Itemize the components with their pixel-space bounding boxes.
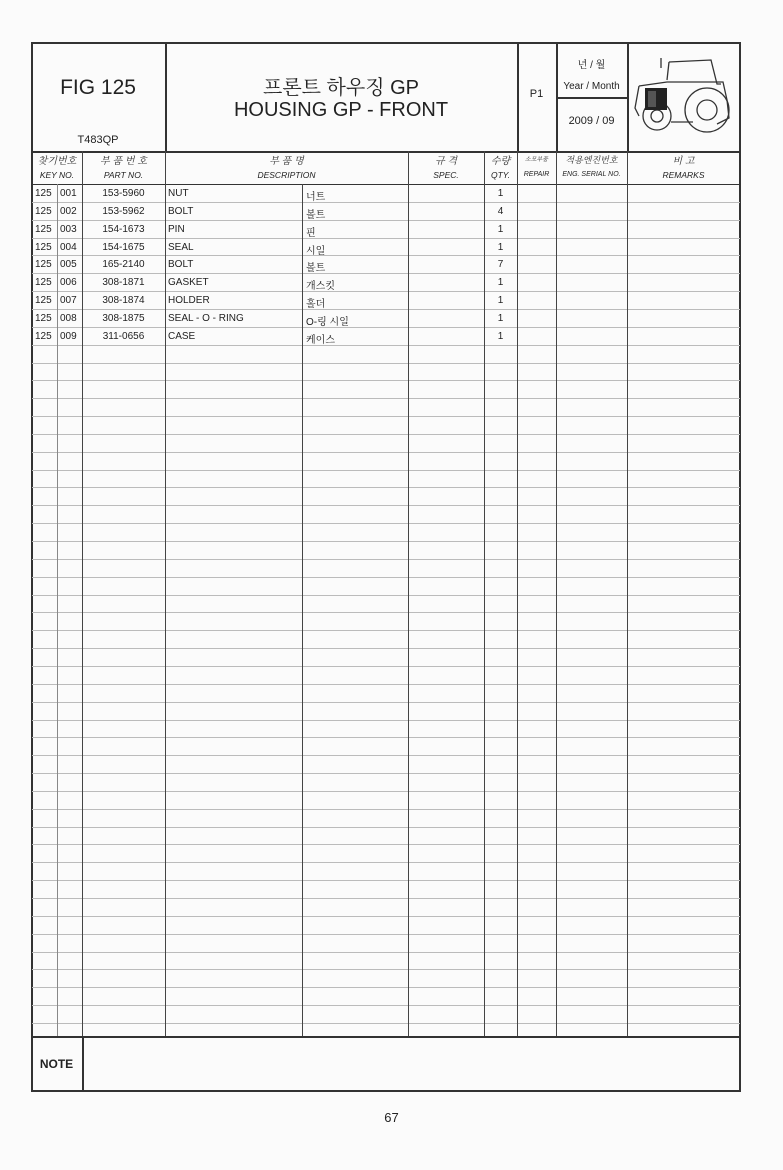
row-ruling (32, 1005, 740, 1006)
row-ruling (32, 559, 740, 560)
row-ruling (32, 880, 740, 881)
fig-number: 125 (35, 188, 52, 199)
quantity: 1 (497, 223, 504, 235)
tractor-icon (631, 52, 737, 142)
table-row (32, 255, 740, 273)
title-english: HOUSING GP - FRONT (233, 99, 449, 121)
row-ruling (32, 577, 740, 578)
part-number: 154-1675 (102, 241, 145, 253)
part-number: 153-5960 (102, 188, 145, 199)
date-label-korean: 년 / 월 (577, 60, 606, 71)
description-korean: O-링 시일 (306, 316, 349, 328)
date-divider (556, 97, 627, 99)
col-desc-ko: 부 품 명 (269, 156, 304, 167)
row-ruling (32, 809, 740, 810)
key-number: 009 (60, 330, 77, 342)
row-ruling (32, 898, 740, 899)
row-ruling (32, 737, 740, 738)
key-number: 004 (60, 241, 77, 253)
row-ruling (32, 541, 740, 542)
col-part-en: PART NO. (103, 170, 144, 180)
row-ruling (32, 630, 740, 631)
col-qty-ko: 수량 (490, 156, 511, 167)
part-number: 153-5962 (102, 205, 145, 217)
row-ruling (32, 666, 740, 667)
col-repair-en: REPAIR (523, 171, 550, 178)
description-english: BOLT (168, 259, 194, 271)
row-ruling (32, 380, 740, 381)
key-number: 006 (60, 277, 77, 289)
description-korean: 너트 (306, 192, 326, 203)
model-code: T483QP (77, 134, 119, 146)
row-ruling (32, 969, 740, 970)
col-serial-ko: 적용엔진번호 (565, 155, 618, 165)
fig-number: 125 (35, 277, 52, 289)
fig-number: 125 (35, 330, 52, 342)
col-part-ko: 부 품 번 호 (100, 156, 147, 167)
key-number: 003 (60, 223, 77, 235)
description-english: GASKET (168, 277, 209, 289)
description-korean: 핀 (306, 227, 316, 239)
row-ruling (32, 987, 740, 988)
description-korean: 개스킷 (306, 281, 335, 293)
row-ruling (32, 648, 740, 649)
description-english: SEAL - O - RING (168, 312, 244, 324)
description-english: BOLT (168, 205, 194, 217)
row-ruling (32, 844, 740, 845)
row-ruling (32, 720, 740, 721)
row-ruling (32, 416, 740, 417)
description-korean: 케이스 (306, 334, 335, 346)
page-code: P1 (529, 88, 544, 100)
table-row (32, 327, 740, 345)
fig-number: 125 (35, 223, 52, 235)
row-ruling (32, 612, 740, 613)
title-korean: 프론트 하우징 GP (263, 77, 419, 99)
quantity: 1 (497, 188, 504, 199)
row-ruling (32, 398, 740, 399)
table-row (32, 291, 740, 309)
row-ruling (32, 916, 740, 917)
col-key-en: KEY NO. (39, 170, 75, 180)
key-number: 001 (60, 188, 77, 199)
table-row (32, 202, 740, 220)
fig-number: 125 (35, 241, 52, 253)
row-ruling (32, 523, 740, 524)
part-number: 308-1875 (102, 312, 145, 324)
row-ruling (32, 363, 740, 364)
fig-number: 125 (35, 295, 52, 307)
description-english: SEAL (168, 241, 194, 253)
quantity: 1 (497, 330, 504, 342)
fig-label: FIG 125 (60, 76, 136, 99)
table-row (32, 309, 740, 327)
description-korean: 시일 (306, 245, 326, 257)
col-repair-ko: 소모부품 (524, 157, 549, 163)
row-ruling (32, 505, 740, 506)
header-divider-v (627, 42, 629, 151)
col-spec-en: SPEC. (433, 170, 459, 180)
note-divider-v (82, 1036, 84, 1092)
quantity: 7 (497, 259, 504, 271)
quantity: 1 (497, 277, 504, 289)
row-ruling (32, 934, 740, 935)
row-ruling (32, 595, 740, 596)
row-ruling (32, 952, 740, 953)
col-key-ko: 찾기번호 (37, 156, 77, 167)
quantity: 1 (497, 295, 504, 307)
description-english: CASE (168, 330, 196, 342)
row-ruling (32, 1023, 740, 1024)
page-number: 67 (384, 1110, 399, 1125)
key-number: 002 (60, 205, 77, 217)
row-ruling (32, 434, 740, 435)
description-english: NUT (168, 188, 189, 199)
row-ruling (32, 791, 740, 792)
col-serial-en: ENG. SERIAL NO. (562, 171, 621, 178)
key-number: 007 (60, 295, 77, 307)
note-label: NOTE (39, 1057, 74, 1071)
col-remarks-en: REMARKS (662, 170, 705, 180)
row-ruling (32, 827, 740, 828)
date-label-english: Year / Month (563, 81, 620, 92)
key-number: 005 (60, 259, 77, 271)
description-english: HOLDER (168, 295, 210, 307)
row-ruling (32, 773, 740, 774)
fig-number: 125 (35, 259, 52, 271)
description-korean: 볼트 (306, 263, 326, 275)
row-ruling (32, 684, 740, 685)
part-number: 308-1874 (102, 295, 145, 307)
part-number: 311-0656 (102, 330, 145, 342)
part-number: 308-1871 (102, 277, 145, 289)
row-ruling (32, 452, 740, 453)
table-row (32, 238, 740, 256)
part-number: 165-2140 (102, 259, 145, 271)
row-ruling (32, 862, 740, 863)
row-ruling (32, 487, 740, 488)
row-ruling (32, 702, 740, 703)
table-row (32, 273, 740, 291)
part-number: 154-1673 (102, 223, 145, 235)
col-remarks-ko: 비 고 (672, 156, 695, 167)
quantity: 1 (497, 241, 504, 253)
col-qty-en: QTY. (490, 170, 511, 180)
description-korean: 홀더 (306, 299, 326, 311)
table-row (32, 220, 740, 238)
fig-number: 125 (35, 205, 52, 217)
key-number: 008 (60, 312, 77, 324)
description-korean: 볼트 (306, 209, 326, 221)
row-ruling (32, 470, 740, 471)
table-row (32, 184, 740, 202)
col-desc-en: DESCRIPTION (257, 170, 316, 180)
description-english: PIN (168, 223, 185, 235)
note-divider (31, 1036, 741, 1038)
row-ruling (32, 755, 740, 756)
fig-number: 125 (35, 312, 52, 324)
quantity: 1 (497, 312, 504, 324)
date-value: 2009 / 09 (568, 115, 615, 127)
quantity: 4 (497, 205, 504, 217)
col-spec-ko: 규 격 (434, 156, 458, 167)
